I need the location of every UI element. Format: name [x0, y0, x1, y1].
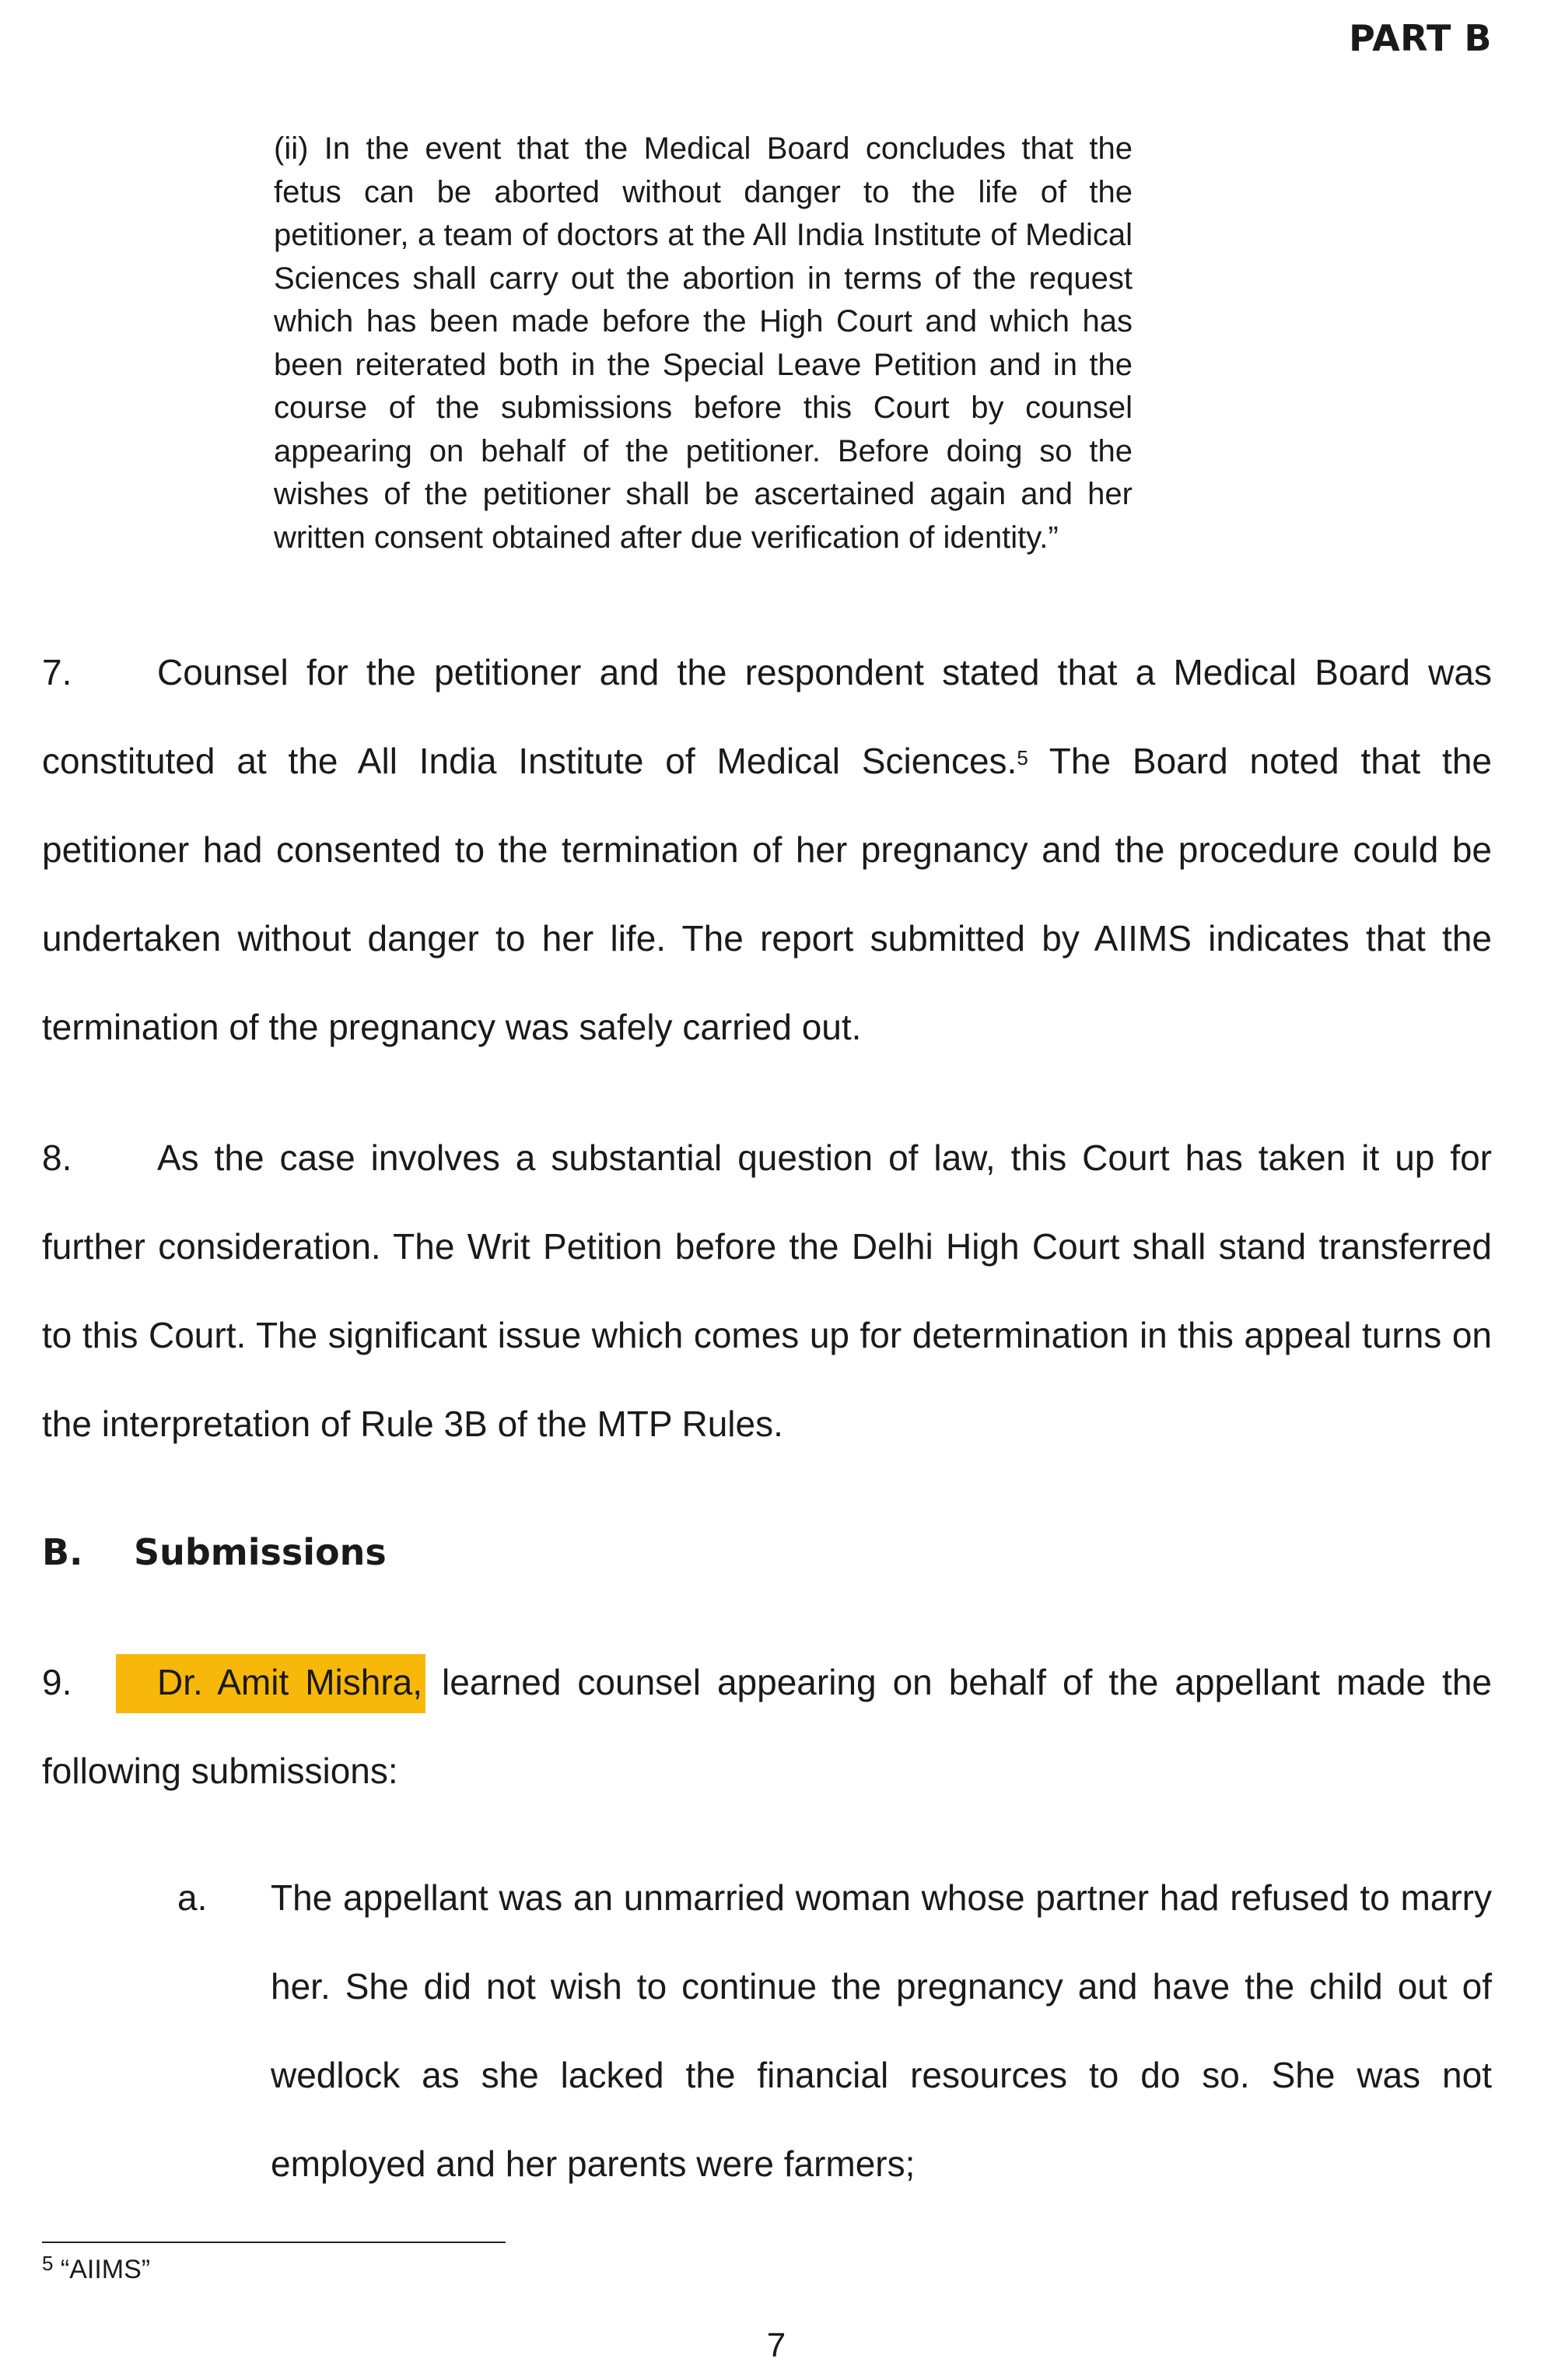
- paragraph-7: [42, 628, 1492, 1071]
- part-label: PART B: [1349, 17, 1492, 59]
- block-quote: (ii) In the event that the Medical Board concludes that the fetus can be aborted without danger to the life of the petitioner, a team of doctors at the All India Institute of Medical Sciences shall carry out the abortion in terms of the request which has been made before the High Court and which has been reiterated both in the Special Leave Petition and in the course of the submissions before this Court by counsel appearing on behalf of the petitioner. Before doing so the wishes of the petitioner shall be ascertained again and her written consent obtained after due verification of identity.”: [274, 131, 1133, 555]
- submission-item-a: [177, 1853, 1492, 2208]
- paragraph-text: learned counsel appearing on behalf of the appellant made the following submissions:: [42, 1662, 1492, 1791]
- footnote-text: “AIIMS”: [53, 2255, 151, 2284]
- paragraph-text: Counsel for the petitioner and the respondent stated that a Medical Board was constituted at the All India Institute of Medical Sciences.: [42, 652, 1492, 781]
- paragraph-number: 9.: [42, 1662, 72, 1702]
- highlighted-name[interactable]: Dr. Amit Mishra,: [116, 1654, 425, 1713]
- paragraph-9: [42, 1638, 1492, 1815]
- footnote-mark: 5: [42, 2252, 54, 2275]
- paragraph-text: The Board noted that the petitioner had consented to the termination of her pregnancy and the procedure could be undertaken without danger to her life. The report submitted by AIIMS indicates that the termination of the pregnancy was safely carried out.: [42, 741, 1492, 1047]
- section-number: B.: [42, 1531, 83, 1573]
- paragraph-8: [42, 1113, 1492, 1468]
- section-heading: [42, 1531, 387, 1573]
- footnote-reference[interactable]: 5: [1017, 746, 1028, 769]
- page-number: 7: [766, 2326, 786, 2364]
- footnote: [42, 2252, 151, 2285]
- paragraph-number: 7.: [42, 652, 72, 692]
- section-title: Submissions: [134, 1531, 387, 1573]
- footnote-divider: [42, 2242, 506, 2243]
- item-letter: a.: [177, 1877, 208, 1918]
- item-text: The appellant was an unmarried woman whose partner had refused to marry her. She did not wish to continue the pregnancy and have the child out of wedlock as she lacked the financial resources to do so. She was not employed and her parents were farmers;: [271, 1877, 1492, 2184]
- paragraph-number: 8.: [42, 1137, 72, 1178]
- paragraph-text: As the case involves a substantial question of law, this Court has taken it up for further consideration. The Writ Petition before the Delhi High Court shall stand transferred to this Court. The significant issue which comes up for determination in this appeal turns on the interpretation of Rule 3B of the MTP Rules.: [42, 1137, 1492, 1444]
